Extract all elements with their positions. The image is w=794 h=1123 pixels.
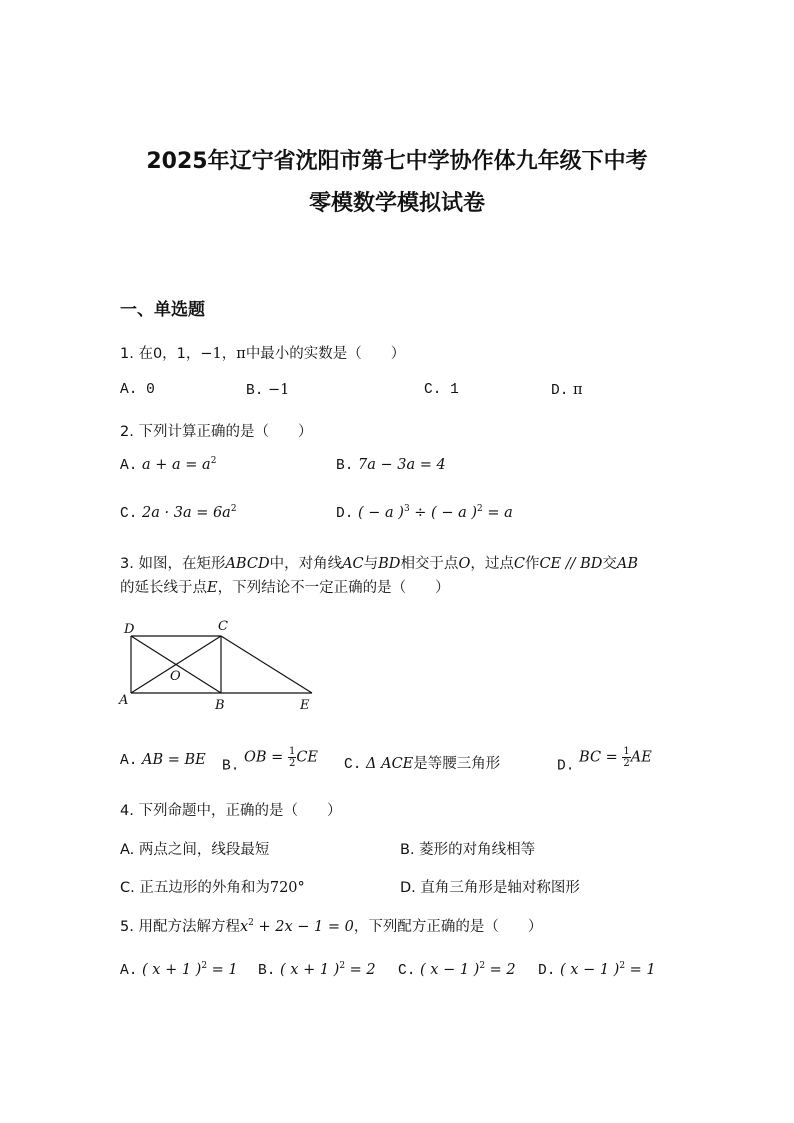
q5-option-a[interactable] [120,962,238,979]
page-title-line2: 零模数学模拟试卷 [308,191,485,216]
q3-l1-d: 相交于点 [400,556,459,572]
q5-option-d-expr: ( x − 1 ) [560,962,620,978]
q3-option-a[interactable] [120,752,206,769]
q5-option-c-sup: 2 [479,961,486,971]
label-e: E [300,698,310,713]
q5-option-a-sup: 2 [201,961,208,971]
q1-stem-suffix: 中最小的实数是（ ） [245,346,406,362]
q3-option-b-label: B. [222,758,240,775]
q3-option-a-label: A. [120,753,138,769]
q3-option-d-fraction [622,746,630,769]
q5-option-d-rhs: = 1 [625,962,656,978]
q3-option-b-denominator: 2 [288,758,296,769]
q2-option-a[interactable] [120,457,216,474]
q3-option-c-label: C. [344,757,362,773]
q3-l1-o: O [458,556,471,572]
q5-stem-expr2: + 2x − 1 = 0 [253,919,354,935]
q3-l1-bd: BD [378,556,401,572]
segment-ce [221,636,312,693]
q3-option-d-label: D. [557,758,575,775]
q2-option-b[interactable] [336,457,446,474]
q3-option-b[interactable] [222,746,318,775]
q1-option-a[interactable]: A. 0 [120,382,155,398]
question-4-stem: 4. 下列命题中，正确的是（ ） [120,803,342,819]
label-d: D [124,622,135,637]
q1-option-b[interactable] [246,382,289,399]
q4-option-a[interactable]: A. 两点之间，线段最短 [120,842,270,858]
q1-minus-one: −1 [200,346,222,362]
question-3-stem-line2 [120,576,450,597]
q3-option-b-expr-left: OB = [244,749,288,766]
q3-option-c-expr: Δ ACE [366,756,414,772]
q2-option-a-sup: 2 [210,456,217,466]
q2-option-d-sup1: 3 [403,504,410,514]
question-3-stem-line1 [120,552,638,573]
q5-stem-sup: 2 [248,918,254,928]
q5-option-c-label: C. [398,963,416,979]
label-o: O [170,669,181,684]
q3-l1-ac: AC [342,556,364,572]
question-2-stem: 2. 下列计算正确的是（ ） [120,424,313,440]
q3-option-c[interactable] [344,752,500,773]
q3-option-b-numerator: 1 [288,746,296,757]
q5-stem-b: ，下列配方正确的是（ ） [353,919,543,935]
q5-option-c-expr: ( x − 1 ) [420,962,480,978]
q2-option-d-expr2: ÷ ( − a ) [409,505,477,521]
q3-l1-ab: AB [616,556,639,572]
q5-option-a-rhs: = 1 [207,962,238,978]
q3-option-d-numerator: 1 [623,746,630,757]
q5-option-b[interactable] [258,962,376,979]
rectangle-figure [110,614,330,718]
q3-l2-b: ，下列结论不一定正确的是（ ） [217,580,450,596]
q5-option-b-label: B. [258,963,276,979]
q3-l1-ce: CE // BD [539,556,603,572]
q5-option-b-rhs: = 2 [345,962,376,978]
q3-option-d-expr-right: AE [630,749,652,766]
q5-option-a-label: A. [120,963,138,979]
q5-option-d[interactable] [538,962,656,979]
page-title-line1: 2025年辽宁省沈阳市第七中学协作体九年级下中考 [146,149,648,174]
q3-l2-a: 的延长线于点 [120,580,207,596]
q2-option-d-expr3: = a [482,505,513,521]
q5-option-b-expr: ( x + 1 ) [280,962,340,978]
q1-sep: ， [221,346,237,362]
q5-option-c-rhs: = 2 [485,962,516,978]
q3-l1-c: 与 [363,556,379,572]
q5-option-d-label: D. [538,963,556,979]
q5-option-d-sup: 2 [619,961,626,971]
question-5-stem [120,915,542,936]
question-1-stem [120,342,405,363]
q5-option-c[interactable] [398,962,516,979]
q5-stem-a: 5. 用配方法解方程 [120,919,240,935]
label-c: C [218,619,228,634]
q2-option-a-expr: a + a = a [142,457,211,473]
q1-option-c[interactable]: C. 1 [424,382,459,398]
q3-l1-b: 中，对角线 [269,556,343,572]
q2-option-d-sup2: 2 [477,504,483,514]
q3-l1-a: 3. 如图，在矩形 [120,556,226,572]
q3-l2-e: E [207,580,218,596]
q2-option-c-label: C. [120,506,138,522]
q1-option-d[interactable] [551,382,583,399]
q3-l1-f: 作 [524,556,540,572]
q2-option-b-label: B. [336,458,354,474]
q5-option-a-expr: ( x + 1 ) [142,962,202,978]
q1-stem-prefix: 1. 在0，1， [120,346,201,362]
q3-option-d-expr-left: BC = [579,749,623,766]
q1-pi: π [236,346,246,362]
q3-l1-e: ，过点 [470,556,514,572]
q4-option-d[interactable]: D. 直角三角形是轴对称图形 [400,880,580,896]
q4-option-c[interactable] [120,876,305,897]
q1-option-d-label: D. [551,383,569,399]
q1-option-d-value: π [573,382,583,398]
q3-l1-abcd: ABCD [225,556,270,572]
q1-option-b-value: −1 [268,382,290,398]
q3-option-a-expr: AB = BE [142,752,206,768]
q3-option-c-text: 是等腰三角形 [413,756,501,772]
q3-l1-c-point: C [513,556,525,572]
q2-option-c-expr: 2a · 3a = 6a [142,505,231,521]
q2-option-d[interactable] [336,505,513,522]
section-heading: 一、单选题 [120,300,205,320]
q1-option-b-label: B. [246,383,264,399]
label-b: B [215,698,225,713]
q2-option-b-expr: 7a − 3a = 4 [358,457,446,473]
label-a: A [119,693,129,708]
q4-option-c-value: 720° [269,880,305,896]
q2-option-d-expr1: ( − a ) [358,505,404,521]
q3-option-d[interactable] [557,746,652,775]
q5-option-b-sup: 2 [339,961,346,971]
q4-option-c-label: C. 正五边形的外角和为 [120,880,270,896]
q2-option-c[interactable] [120,505,237,522]
q5-stem-expr1: x [239,919,249,935]
q2-option-d-label: D. [336,506,354,522]
q3-option-b-expr-right: CE [296,749,318,766]
q3-option-d-denominator: 2 [623,758,630,769]
q4-option-b[interactable]: B. 菱形的对角线相等 [400,842,536,858]
q2-option-a-label: A. [120,458,138,474]
q3-l1-g: 交 [602,556,617,572]
q2-option-c-sup: 2 [230,504,237,514]
